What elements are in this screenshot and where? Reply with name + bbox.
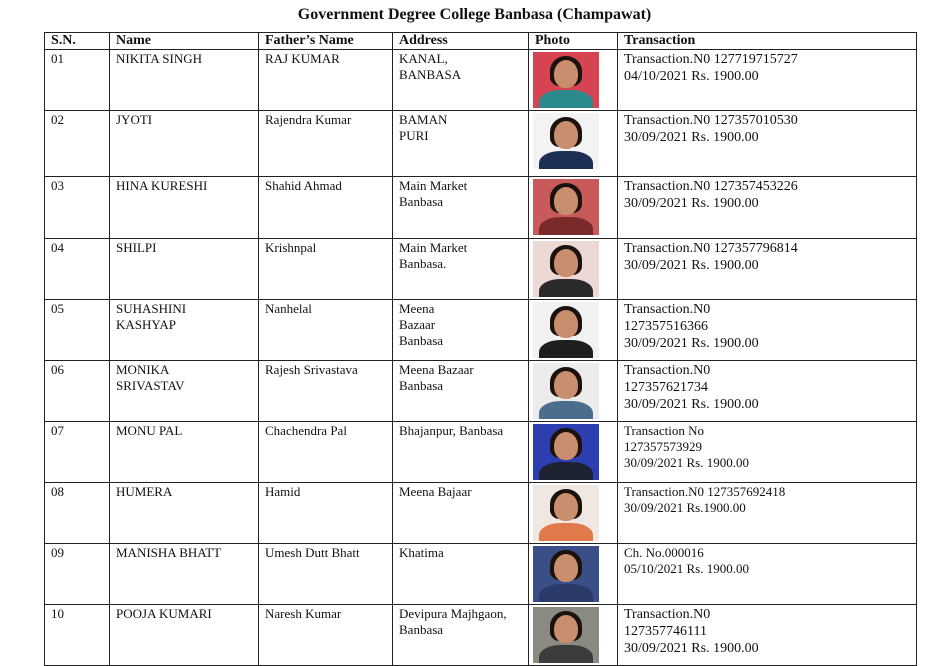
transaction-line: Transaction.N0 127719715727	[624, 52, 798, 67]
address-line: Khatima	[399, 545, 444, 560]
cell-transaction	[618, 50, 917, 111]
transaction-line: Transaction.N0 127357692418	[624, 484, 786, 499]
serial-number: 01	[51, 51, 64, 66]
header-transaction: Transaction	[618, 33, 917, 50]
student-photo	[533, 302, 599, 358]
transaction-line: Transaction.N0	[624, 607, 711, 622]
father-name: Naresh Kumar	[265, 606, 342, 621]
cell-sn	[45, 483, 110, 544]
table-row	[45, 422, 917, 483]
transaction-line: 30/09/2021 Rs. 1900.00	[624, 258, 759, 273]
student-photo	[533, 607, 599, 663]
cell-photo	[529, 361, 618, 422]
cell-photo	[529, 50, 618, 111]
transaction-line: 04/10/2021 Rs. 1900.00	[624, 69, 759, 84]
cell-sn	[45, 50, 110, 111]
cell-transaction	[618, 544, 917, 605]
cell-father-name	[259, 111, 393, 177]
student-photo	[533, 546, 599, 602]
cell-father-name	[259, 177, 393, 239]
cell-address	[393, 361, 529, 422]
student-name-line: HINA KURESHI	[116, 178, 208, 193]
cell-father-name	[259, 239, 393, 300]
cell-address	[393, 50, 529, 111]
transaction-line: 30/09/2021 Rs. 1900.00	[624, 397, 759, 412]
transaction-line: 30/09/2021 Rs. 1900.00	[624, 641, 759, 656]
transaction-line: Transaction No	[624, 423, 705, 438]
table-row	[45, 50, 917, 111]
cell-father-name	[259, 483, 393, 544]
student-name-line: MANISHA BHATT	[116, 545, 222, 560]
transaction-line: Transaction.N0 127357796814	[624, 241, 798, 256]
cell-father-name	[259, 50, 393, 111]
serial-number: 07	[51, 423, 64, 438]
table-row	[45, 605, 917, 666]
table-row	[45, 177, 917, 239]
cell-transaction	[618, 177, 917, 239]
address-line: Meena Bajaar	[399, 484, 472, 499]
cell-photo	[529, 177, 618, 239]
cell-name	[110, 544, 259, 605]
cell-father-name	[259, 300, 393, 361]
father-name: Umesh Dutt Bhatt	[265, 545, 360, 560]
cell-name	[110, 177, 259, 239]
transaction-line: 30/09/2021 Rs. 1900.00	[624, 130, 759, 145]
cell-photo	[529, 483, 618, 544]
student-photo	[533, 52, 599, 108]
cell-name	[110, 483, 259, 544]
student-photo	[533, 424, 599, 480]
cell-sn	[45, 239, 110, 300]
father-name: Hamid	[265, 484, 301, 499]
cell-transaction	[618, 605, 917, 666]
transaction-line: 127357516366	[624, 319, 708, 334]
cell-sn	[45, 300, 110, 361]
serial-number: 09	[51, 545, 64, 560]
header-father-name: Father’s Name	[259, 33, 393, 50]
student-photo	[533, 113, 599, 169]
address-line: BAMAN	[399, 112, 448, 127]
cell-address	[393, 605, 529, 666]
header-address: Address	[393, 33, 529, 50]
address-line: Meena	[399, 301, 435, 316]
student-name-line: MONIKA	[116, 362, 170, 377]
header-name: Name	[110, 33, 259, 50]
cell-sn	[45, 605, 110, 666]
cell-father-name	[259, 544, 393, 605]
father-name: Rajendra Kumar	[265, 112, 352, 127]
address-line: Bhajanpur, Banbasa	[399, 423, 504, 438]
cell-father-name	[259, 361, 393, 422]
student-photo	[533, 179, 599, 235]
student-photo	[533, 363, 599, 419]
serial-number: 02	[51, 112, 64, 127]
address-line: Banbasa.	[399, 256, 447, 271]
transaction-line: 05/10/2021 Rs. 1900.00	[624, 561, 749, 576]
address-line: PURI	[399, 128, 429, 143]
header-photo: Photo	[529, 33, 618, 50]
cell-transaction	[618, 422, 917, 483]
father-name: RAJ KUMAR	[265, 51, 340, 66]
cell-transaction	[618, 239, 917, 300]
cell-sn	[45, 361, 110, 422]
student-name-line: JYOTI	[116, 112, 153, 127]
table-row	[45, 544, 917, 605]
header-sn: S.N.	[45, 33, 110, 50]
cell-transaction	[618, 483, 917, 544]
address-line: KANAL,	[399, 51, 448, 66]
serial-number: 04	[51, 240, 64, 255]
address-line: Main Market	[399, 240, 468, 255]
table-row	[45, 361, 917, 422]
cell-address	[393, 422, 529, 483]
cell-transaction	[618, 111, 917, 177]
cell-sn	[45, 177, 110, 239]
cell-name	[110, 50, 259, 111]
student-name-line: SUHASHINI	[116, 301, 187, 316]
serial-number: 08	[51, 484, 64, 499]
cell-photo	[529, 605, 618, 666]
cell-photo	[529, 111, 618, 177]
father-name: Rajesh Srivastava	[265, 362, 358, 377]
serial-number: 03	[51, 178, 64, 193]
cell-name	[110, 361, 259, 422]
serial-number: 05	[51, 301, 64, 316]
student-name-line: HUMERA	[116, 484, 173, 499]
address-line: Banbasa	[399, 333, 444, 348]
cell-photo	[529, 300, 618, 361]
student-photo	[533, 485, 599, 541]
father-name: Shahid Ahmad	[265, 178, 342, 193]
cell-sn	[45, 544, 110, 605]
student-name-line: SHILPI	[116, 240, 157, 255]
cell-sn	[45, 422, 110, 483]
table-row	[45, 300, 917, 361]
table-row	[45, 239, 917, 300]
transaction-line: 127357573929	[624, 439, 702, 454]
serial-number: 06	[51, 362, 64, 377]
cell-transaction	[618, 361, 917, 422]
page-title: Government Degree College Banbasa (Champawat)	[297, 6, 652, 23]
cell-name	[110, 605, 259, 666]
cell-address	[393, 111, 529, 177]
transaction-line: Transaction.N0	[624, 363, 711, 378]
student-name-line: MONU PAL	[116, 423, 183, 438]
transaction-line: 30/09/2021 Rs. 1900.00	[624, 455, 749, 470]
address-line: Banbasa	[399, 622, 444, 637]
table-header-row	[45, 33, 917, 50]
table-row	[45, 483, 917, 544]
transaction-line: 127357746111	[624, 624, 707, 639]
cell-name	[110, 239, 259, 300]
transaction-line: Transaction.N0 127357010530	[624, 113, 798, 128]
cell-address	[393, 483, 529, 544]
father-name: Krishnpal	[265, 240, 317, 255]
cell-photo	[529, 544, 618, 605]
address-line: Main Market	[399, 178, 468, 193]
student-name-line: NIKITA SINGH	[116, 51, 202, 66]
address-line: Banbasa	[399, 194, 444, 209]
transaction-line: 30/09/2021 Rs. 1900.00	[624, 196, 759, 211]
table-row	[45, 111, 917, 177]
address-line: BANBASA	[399, 67, 462, 82]
cell-name	[110, 111, 259, 177]
cell-address	[393, 544, 529, 605]
father-name: Chachendra Pal	[265, 423, 347, 438]
cell-photo	[529, 422, 618, 483]
transaction-line: Ch. No.000016	[624, 545, 704, 560]
cell-address	[393, 239, 529, 300]
serial-number: 10	[51, 606, 64, 621]
cell-photo	[529, 239, 618, 300]
address-line: Banbasa	[399, 378, 444, 393]
cell-transaction	[618, 300, 917, 361]
cell-address	[393, 177, 529, 239]
transaction-line: 30/09/2021 Rs. 1900.00	[624, 336, 759, 351]
cell-father-name	[259, 605, 393, 666]
address-line: Devipura Majhgaon,	[399, 606, 507, 621]
cell-name	[110, 422, 259, 483]
student-photo	[533, 241, 599, 297]
cell-father-name	[259, 422, 393, 483]
student-name-line: POOJA KUMARI	[116, 606, 212, 621]
cell-name	[110, 300, 259, 361]
address-line: Bazaar	[399, 317, 436, 332]
transaction-line: Transaction.N0 127357453226	[624, 179, 798, 194]
address-line: Meena Bazaar	[399, 362, 474, 377]
transaction-line: 127357621734	[624, 380, 708, 395]
student-name-line: SRIVASTAV	[116, 378, 185, 393]
student-table	[44, 32, 917, 666]
transaction-line: 30/09/2021 Rs.1900.00	[624, 500, 746, 515]
cell-sn	[45, 111, 110, 177]
cell-address	[393, 300, 529, 361]
transaction-line: Transaction.N0	[624, 302, 711, 317]
student-name-line: KASHYAP	[116, 317, 176, 332]
father-name: Nanhelal	[265, 301, 312, 316]
